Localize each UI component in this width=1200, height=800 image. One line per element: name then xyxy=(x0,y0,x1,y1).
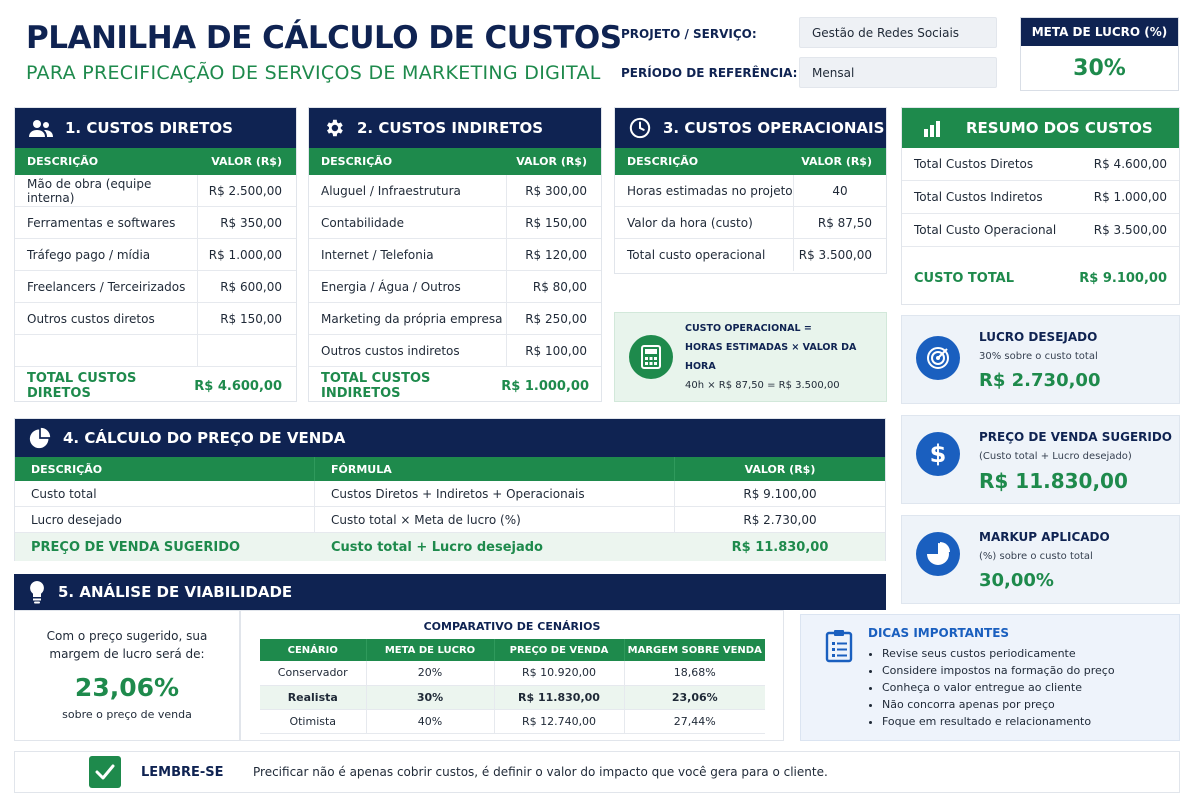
indirect-costs-title: 2. CUSTOS INDIRETOS xyxy=(357,119,544,137)
row-desc: Custo total xyxy=(15,481,315,506)
period-label: PERÍODO DE REFERÊNCIA: xyxy=(621,66,798,80)
price-card-title: PREÇO DE VENDA SUGERIDO xyxy=(979,430,1173,444)
operational-costs-panel xyxy=(614,107,887,274)
row-value[interactable]: R$ 150,00 xyxy=(220,311,282,326)
indirect-costs-header xyxy=(309,108,601,148)
reminder-label: LEMBRE-SE xyxy=(141,764,224,780)
markup-card xyxy=(901,515,1180,604)
scenarios-box xyxy=(240,610,784,741)
project-label: PROJETO / SERVIÇO: xyxy=(621,27,757,41)
summary-label: Total Custo Operacional xyxy=(914,223,1057,237)
profit-goal-box xyxy=(1020,17,1179,91)
row-value[interactable]: R$ 87,50 xyxy=(817,215,872,230)
target-icon xyxy=(916,336,960,380)
direct-costs-panel xyxy=(14,107,297,402)
cost-summary-panel xyxy=(901,107,1180,305)
summary-value: R$ 4.600,00 xyxy=(1093,157,1167,171)
cost-summary-title: RESUMO DOS CUSTOS xyxy=(966,119,1153,137)
table-row xyxy=(260,661,765,685)
table-row xyxy=(15,303,296,335)
col-goal: META DE LUCRO xyxy=(366,639,494,661)
tip-item: • Revise seus custos periodicamente xyxy=(882,645,1115,662)
scenarios-title: COMPARATIVO DE CENÁRIOS xyxy=(423,620,601,633)
col-description: DESCRIÇÃO xyxy=(627,155,699,168)
col-margin: MARGEM SOBRE VENDA xyxy=(624,639,765,661)
row-value: R$ 9.100,00 xyxy=(743,486,817,501)
row-desc: Internet / Telefonia xyxy=(309,239,507,270)
row-value: R$ 2.730,00 xyxy=(743,512,817,527)
row-desc: Outros custos indiretos xyxy=(309,335,507,366)
suggested-price-card xyxy=(901,415,1180,504)
operational-costs-title: 3. CUSTOS OPERACIONAIS xyxy=(663,119,885,137)
page-subtitle: PARA PRECIFICAÇÃO DE SERVIÇOS DE MARKETING DIGITAL xyxy=(26,62,601,84)
table-row xyxy=(15,507,885,533)
profit-card-value: R$ 2.730,00 xyxy=(979,370,1101,391)
direct-costs-table-head xyxy=(15,148,296,175)
table-row xyxy=(15,175,296,207)
row-value[interactable]: R$ 2.500,00 xyxy=(208,183,282,198)
gear-icon xyxy=(323,117,345,139)
direct-total-value: R$ 4.600,00 xyxy=(194,378,282,394)
summary-row xyxy=(902,148,1179,181)
row-desc: Energia / Água / Outros xyxy=(309,271,507,302)
formula-line3: 40h × R$ 87,50 = R$ 3.500,00 xyxy=(685,380,840,391)
scenario-price: R$ 11.830,00 xyxy=(494,685,624,709)
row-desc: Freelancers / Terceirizados xyxy=(15,271,198,302)
tips-box xyxy=(800,614,1180,741)
summary-total-label: CUSTO TOTAL xyxy=(914,270,1015,286)
suggested-price-row xyxy=(15,533,885,561)
table-row xyxy=(309,335,601,367)
row-desc: PREÇO DE VENDA SUGERIDO xyxy=(31,539,241,555)
row-value[interactable]: R$ 350,00 xyxy=(220,215,282,230)
bar-chart-icon xyxy=(924,119,944,137)
scenario-goal: 20% xyxy=(366,661,494,685)
table-row xyxy=(309,303,601,335)
row-desc: Total custo operacional xyxy=(615,239,794,271)
summary-value: R$ 1.000,00 xyxy=(1093,190,1167,204)
dollar-icon: $ xyxy=(916,432,960,476)
col-formula: FÓRMULA xyxy=(315,457,675,481)
row-formula: Custo total × Meta de lucro (%) xyxy=(315,507,675,532)
row-desc: Outros custos diretos xyxy=(15,303,198,334)
direct-costs-title: 1. CUSTOS DIRETOS xyxy=(65,119,233,137)
table-row xyxy=(615,175,886,207)
scenario-price: R$ 10.920,00 xyxy=(494,661,624,685)
table-row xyxy=(260,709,765,733)
price-calculation-header xyxy=(15,419,885,457)
tips-list xyxy=(868,645,1115,730)
pie-chart-icon xyxy=(29,427,51,449)
summary-row xyxy=(902,214,1179,247)
table-row xyxy=(309,239,601,271)
clipboard-icon xyxy=(825,629,853,667)
price-calculation-panel xyxy=(14,418,886,561)
summary-value: R$ 3.500,00 xyxy=(1093,223,1167,237)
row-desc: Valor da hora (custo) xyxy=(615,207,794,238)
row-desc: Marketing da própria empresa xyxy=(309,303,507,334)
summary-row xyxy=(902,181,1179,214)
row-formula: Custos Diretos + Indiretos + Operacionais xyxy=(315,481,675,506)
reminder-bar xyxy=(14,751,1180,793)
scenario-margin: 18,68% xyxy=(624,661,765,685)
col-value: VALOR (R$) xyxy=(744,462,816,476)
scenarios-head xyxy=(260,639,765,661)
price-calculation-title: 4. CÁLCULO DO PREÇO DE VENDA xyxy=(63,429,346,447)
cost-summary-header xyxy=(902,108,1179,148)
tip-item: • Conheça o valor entregue ao cliente xyxy=(882,679,1115,696)
scenario-goal: 40% xyxy=(366,709,494,733)
col-description: DESCRIÇÃO xyxy=(27,155,99,168)
row-desc: Tráfego pago / mídia xyxy=(15,239,198,270)
col-description: DESCRIÇÃO xyxy=(321,155,393,168)
markup-card-sub: (%) sobre o custo total xyxy=(979,551,1093,562)
users-icon xyxy=(29,119,53,137)
calculator-icon xyxy=(629,335,673,379)
tip-item: • Considere impostos na formação do preço xyxy=(882,662,1115,679)
table-row xyxy=(309,271,601,303)
table-row-empty xyxy=(15,335,296,367)
price-table-head xyxy=(15,457,885,481)
scenario-goal: 30% xyxy=(366,685,494,709)
project-field[interactable]: Gestão de Redes Sociais xyxy=(799,17,997,48)
pie-chart-icon xyxy=(916,532,960,576)
margin-note: sobre o preço de venda xyxy=(62,708,192,721)
row-desc: Ferramentas e softwares xyxy=(15,207,198,238)
table-row xyxy=(615,239,886,271)
checkmark-icon xyxy=(89,756,121,788)
row-desc: Contabilidade xyxy=(309,207,507,238)
row-value[interactable]: R$ 80,00 xyxy=(532,279,587,294)
table-row xyxy=(309,175,601,207)
row-value[interactable]: 40 xyxy=(832,183,848,198)
col-value: VALOR (R$) xyxy=(211,155,282,168)
row-value[interactable]: R$ 300,00 xyxy=(525,183,587,198)
direct-costs-header xyxy=(15,108,296,148)
row-value: R$ 3.500,00 xyxy=(798,248,872,262)
profit-goal-label: META DE LUCRO (%) xyxy=(1021,18,1178,46)
reminder-text: Precificar não é apenas cobrir custos, é definir o valor do impacto que você gera para o cliente. xyxy=(253,765,828,779)
row-value[interactable]: R$ 150,00 xyxy=(525,215,587,230)
col-scenario: CENÁRIO xyxy=(260,639,366,661)
direct-total-row xyxy=(15,367,296,405)
margin-value: 23,06% xyxy=(74,673,180,702)
price-card-value: R$ 11.830,00 xyxy=(979,469,1128,493)
indirect-costs-table-head xyxy=(309,148,601,175)
operational-formula-box xyxy=(614,312,887,402)
summary-label: Total Custos Diretos xyxy=(914,157,1034,171)
indirect-total-label: TOTAL CUSTOS INDIRETOS xyxy=(321,371,431,401)
viability-header xyxy=(14,574,886,610)
indirect-costs-panel xyxy=(308,107,602,402)
desired-profit-card xyxy=(901,315,1180,404)
col-description: DESCRIÇÃO xyxy=(15,457,315,481)
page-title: PLANILHA DE CÁLCULO DE CUSTOS xyxy=(26,20,622,56)
scenario-margin: 27,44% xyxy=(624,709,765,733)
profit-card-title: LUCRO DESEJADO xyxy=(979,330,1098,344)
indirect-total-value: R$ 1.000,00 xyxy=(501,378,589,394)
col-value: VALOR (R$) xyxy=(516,155,587,168)
row-desc: Mão de obra (equipe interna) xyxy=(15,175,198,206)
tips-title: DICAS IMPORTANTES xyxy=(868,626,1010,640)
row-value[interactable]: R$ 250,00 xyxy=(525,311,587,326)
row-value[interactable]: R$ 120,00 xyxy=(525,247,587,262)
row-desc: Horas estimadas no projeto xyxy=(615,175,794,206)
profit-card-sub: 30% sobre o custo total xyxy=(979,351,1098,362)
scenario-name: Otimista xyxy=(260,709,366,733)
summary-label: Total Custos Indiretos xyxy=(914,190,1043,204)
summary-total-row xyxy=(902,255,1179,301)
table-row xyxy=(15,207,296,239)
direct-total-label: TOTAL CUSTOS DIRETOS xyxy=(27,371,137,401)
scenario-name: Realista xyxy=(260,685,366,709)
row-desc: Aluguel / Infraestrutura xyxy=(309,175,507,206)
indirect-total-row xyxy=(309,367,601,405)
row-value: R$ 11.830,00 xyxy=(731,539,829,555)
operational-costs-header xyxy=(615,108,886,148)
row-value[interactable]: R$ 600,00 xyxy=(220,279,282,294)
scenario-margin: 23,06% xyxy=(624,685,765,709)
formula-line1: CUSTO OPERACIONAL = xyxy=(685,323,812,334)
row-value[interactable]: R$ 100,00 xyxy=(525,343,587,358)
row-formula: Custo total + Lucro desejado xyxy=(331,539,543,555)
clock-icon xyxy=(629,117,651,139)
table-row xyxy=(615,207,886,239)
row-value[interactable]: R$ 1.000,00 xyxy=(208,247,282,262)
row-desc: Lucro desejado xyxy=(15,507,315,532)
scenarios-table xyxy=(260,639,765,734)
tip-item: • Foque em resultado e relacionamento xyxy=(882,713,1115,730)
table-row xyxy=(15,239,296,271)
margin-box xyxy=(14,610,240,741)
margin-intro: Com o preço sugerido, sua margem de lucro será de: xyxy=(46,629,208,661)
table-row xyxy=(309,207,601,239)
profit-goal-value[interactable]: 30% xyxy=(1073,56,1126,81)
summary-total-value: R$ 9.100,00 xyxy=(1079,270,1167,286)
viability-title: 5. ANÁLISE DE VIABILIDADE xyxy=(58,583,293,601)
tip-item: • Não concorra apenas por preço xyxy=(882,696,1115,713)
operational-costs-table-head xyxy=(615,148,886,175)
table-row xyxy=(15,481,885,507)
price-card-sub: (Custo total + Lucro desejado) xyxy=(979,451,1132,462)
lightbulb-icon xyxy=(28,580,46,604)
period-field[interactable]: Mensal xyxy=(799,57,997,88)
table-row xyxy=(260,685,765,709)
table-row xyxy=(15,271,296,303)
formula-line2: HORAS ESTIMADAS × VALOR DA HORA xyxy=(685,342,857,372)
markup-card-title: MARKUP APLICADO xyxy=(979,530,1110,544)
scenario-name: Conservador xyxy=(260,661,366,685)
col-value: VALOR (R$) xyxy=(801,155,872,168)
col-price: PREÇO DE VENDA xyxy=(494,639,624,661)
scenario-price: R$ 12.740,00 xyxy=(494,709,624,733)
markup-card-value: 30,00% xyxy=(979,570,1054,591)
